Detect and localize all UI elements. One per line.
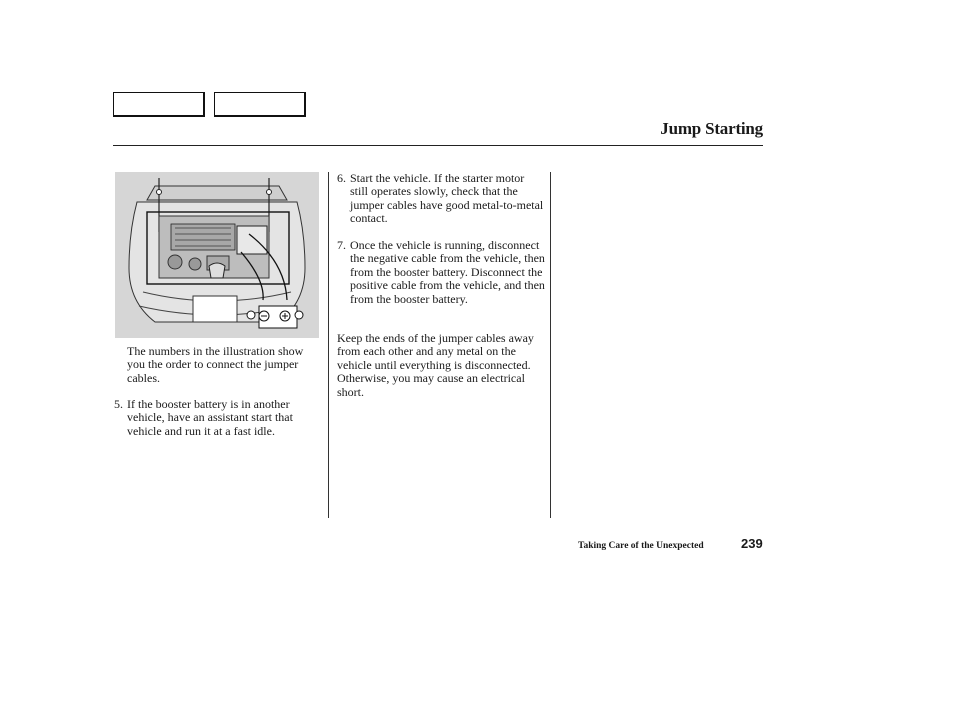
nav-button-2[interactable] [214,92,306,117]
column-divider-left [328,172,329,518]
step-7-text: Once the vehicle is running, disconnect the negative cable from the vehicle, then from the booster battery. Disconnect the positive cable from the vehicle, and then from the booster battery. [350,238,545,306]
step-7 [337,239,545,306]
step-6-text: Start the vehicle. If the starter motor still operates slowly, check that the jumper cables have good metal-to-metal contact. [350,171,544,226]
page-title: Jump Starting [660,119,763,138]
safety-note: Keep the ends of the jumper cables away from each other and any metal on the vehicle until everything is disconnected. Otherwise, you may cause an electrical short. [337,331,534,399]
column-divider-right [550,172,551,518]
nav-button-1[interactable] [113,92,205,117]
connection-order-marker-1 [247,311,255,319]
step-5 [114,398,326,438]
raised-hood [147,186,287,200]
illustration-caption: The numbers in the illustration show you the order to connect the jumper cables. [127,344,304,385]
jump-start-illustration [115,172,319,338]
title-divider [113,145,763,146]
emblem [209,263,225,278]
license-plate [193,296,237,322]
step-6-number: 6. [337,171,346,185]
connection-order-marker-2 [295,311,303,319]
page-number: 239 [741,536,763,551]
step-7-number: 7. [337,238,346,252]
step-5-number: 5. [114,397,123,411]
engine-bay-drawing [115,172,319,338]
vehicle-battery [237,226,267,254]
step-5-text: If the booster battery is in another vehicle, have an assistant start that vehicle and run it at a fast idle. [127,397,293,438]
footer-section-title: Taking Care of the Unexpected [578,541,704,551]
step-6 [337,172,545,226]
